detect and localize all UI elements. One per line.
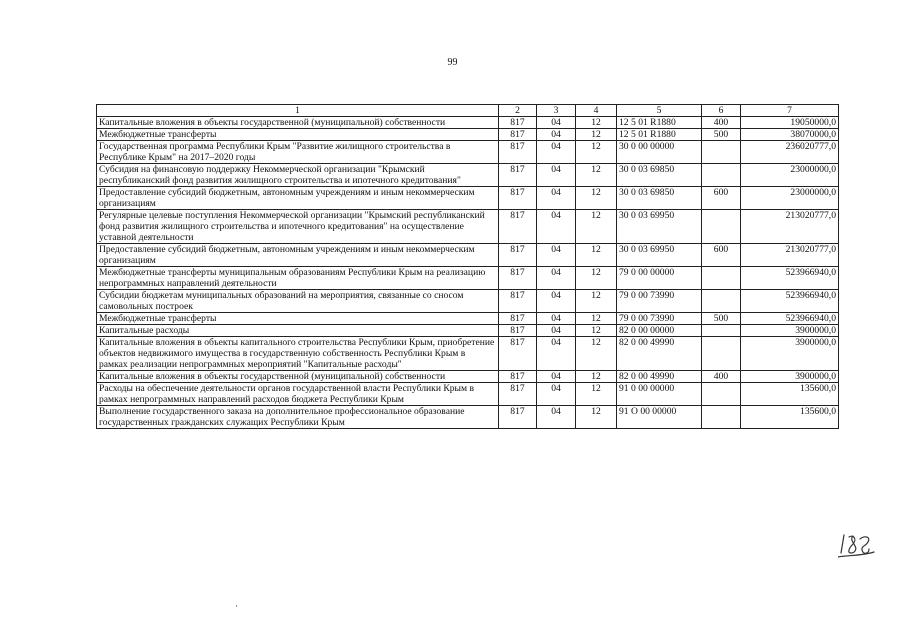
expense-type-code — [702, 267, 741, 290]
ministry-code: 817 — [499, 187, 537, 210]
expense-type-code — [702, 406, 741, 429]
target-article-code: 12 5 01 R1880 — [617, 117, 702, 129]
section-code: 04 — [537, 187, 576, 210]
section-code: 04 — [537, 325, 576, 337]
row-name: Межбюджетные трансферты муниципальным образованиям Республики Крым на реализацию непрограммных направлений деятельности — [97, 267, 499, 290]
subsection-code: 12 — [576, 244, 617, 267]
section-code: 04 — [537, 141, 576, 164]
row-name: Предоставление субсидий бюджетным, автономным учреждениям и иным некоммерческим организациям — [97, 244, 499, 267]
amount: 523966940,0 — [741, 313, 839, 325]
expense-type-code: 600 — [702, 187, 741, 210]
page-number: 99 — [447, 57, 458, 68]
ministry-code: 817 — [499, 371, 537, 383]
row-name: Государственная программа Республики Крым "Развитие жилищного строительства в Республике Крым" на 2017–2020 годы — [97, 141, 499, 164]
amount: 38070000,0 — [741, 129, 839, 141]
expense-type-code — [702, 325, 741, 337]
table-row — [97, 290, 839, 313]
column-header: 7 — [741, 105, 839, 117]
amount: 135600,0 — [741, 406, 839, 429]
budget-table — [96, 104, 839, 429]
ministry-code: 817 — [499, 406, 537, 429]
target-article-code: 82 0 00 00000 — [617, 325, 702, 337]
ministry-code: 817 — [499, 129, 537, 141]
target-article-code: 30 0 03 69850 — [617, 187, 702, 210]
subsection-code: 12 — [576, 141, 617, 164]
expense-type-code — [702, 210, 741, 244]
subsection-code: 12 — [576, 187, 617, 210]
subsection-code: 12 — [576, 371, 617, 383]
row-name: Капитальные расходы — [97, 325, 499, 337]
ministry-code: 817 — [499, 267, 537, 290]
ministry-code: 817 — [499, 383, 537, 406]
column-header: 3 — [537, 105, 576, 117]
column-header: 6 — [702, 105, 741, 117]
expense-type-code: 600 — [702, 244, 741, 267]
table-row — [97, 337, 839, 371]
amount: 3900000,0 — [741, 371, 839, 383]
section-code: 04 — [537, 244, 576, 267]
row-name: Расходы на обеспечение деятельности органов государственной власти Республики Крым в рамках непрограммных направлений расходов бюджета Республики Крым — [97, 383, 499, 406]
table-row — [97, 267, 839, 290]
amount: 523966940,0 — [741, 290, 839, 313]
row-name: Субсидии бюджетам муниципальных образований на мероприятия, связанные со сносом самовольных построек — [97, 290, 499, 313]
column-header: 2 — [499, 105, 537, 117]
subsection-code: 12 — [576, 117, 617, 129]
target-article-code: 79 0 00 00000 — [617, 267, 702, 290]
expense-type-code — [702, 290, 741, 313]
section-code: 04 — [537, 164, 576, 187]
section-code: 04 — [537, 371, 576, 383]
target-article-code: 30 0 03 69850 — [617, 164, 702, 187]
target-article-code: 30 0 03 69950 — [617, 244, 702, 267]
expense-type-code: 500 — [702, 129, 741, 141]
ministry-code: 817 — [499, 210, 537, 244]
subsection-code: 12 — [576, 210, 617, 244]
subsection-code: 12 — [576, 337, 617, 371]
row-name: Капитальные вложения в объекты государственной (муниципальной) собственности — [97, 117, 499, 129]
section-code: 04 — [537, 383, 576, 406]
row-name: Субсидия на финансовую поддержку Некоммерческой организации "Крымский республиканский фонд развития жилищного строительства и ипотечного кредитования" — [97, 164, 499, 187]
ministry-code: 817 — [499, 117, 537, 129]
target-article-code: 91 0 00 00000 — [617, 383, 702, 406]
amount: 213020777,0 — [741, 244, 839, 267]
amount: 135600,0 — [741, 383, 839, 406]
section-code: 04 — [537, 406, 576, 429]
amount: 523966940,0 — [741, 267, 839, 290]
table-row — [97, 325, 839, 337]
section-code: 04 — [537, 129, 576, 141]
row-name: Капитальные вложения в объекты капитального строительства Республики Крым, приобретение объектов недвижимого имущества в государственную собственность Республики Крым в рамках реализации непрограммных мероприятий "Капитальные расходы" — [97, 337, 499, 371]
table-header-row — [97, 105, 839, 117]
section-code: 04 — [537, 313, 576, 325]
section-code: 04 — [537, 117, 576, 129]
table-row — [97, 117, 839, 129]
target-article-code: 12 5 01 R1880 — [617, 129, 702, 141]
handwritten-page-number-mark — [838, 526, 876, 560]
table-row — [97, 187, 839, 210]
expense-type-code: 500 — [702, 313, 741, 325]
row-name: Предоставление субсидий бюджетным, автономным учреждениям и иным некоммерческим организациям — [97, 187, 499, 210]
table-row — [97, 164, 839, 187]
amount: 213020777,0 — [741, 210, 839, 244]
ministry-code: 817 — [499, 164, 537, 187]
amount: 19050000,0 — [741, 117, 839, 129]
target-article-code: 30 0 03 69950 — [617, 210, 702, 244]
amount: 23000000,0 — [741, 187, 839, 210]
row-name: Межбюджетные трансферты — [97, 313, 499, 325]
subsection-code: 12 — [576, 406, 617, 429]
table-row — [97, 210, 839, 244]
section-code: 04 — [537, 210, 576, 244]
ministry-code: 817 — [499, 141, 537, 164]
ministry-code: 817 — [499, 244, 537, 267]
ministry-code: 817 — [499, 313, 537, 325]
section-code: 04 — [537, 267, 576, 290]
table-row — [97, 383, 839, 406]
expense-type-code: 400 — [702, 117, 741, 129]
table-row — [97, 313, 839, 325]
table-row — [97, 141, 839, 164]
ministry-code: 817 — [499, 325, 537, 337]
column-header: 4 — [576, 105, 617, 117]
target-article-code: 79 0 00 73990 — [617, 313, 702, 325]
row-name: Регулярные целевые поступления Некоммерческой организации "Крымский республиканский фонд развития жилищного строительства и ипотечного кредитования" на осуществление уставной деятельности — [97, 210, 499, 244]
expense-type-code: 400 — [702, 371, 741, 383]
expense-type-code — [702, 164, 741, 187]
subsection-code: 12 — [576, 129, 617, 141]
row-name: Капитальные вложения в объекты государственной (муниципальной) собственности — [97, 371, 499, 383]
target-article-code: 82 0 00 49990 — [617, 337, 702, 371]
subsection-code: 12 — [576, 313, 617, 325]
subsection-code: 12 — [576, 383, 617, 406]
column-header: 5 — [617, 105, 702, 117]
ministry-code: 817 — [499, 337, 537, 371]
ministry-code: 817 — [499, 290, 537, 313]
amount: 3900000,0 — [741, 337, 839, 371]
expense-type-code — [702, 141, 741, 164]
subsection-code: 12 — [576, 325, 617, 337]
amount: 23000000,0 — [741, 164, 839, 187]
amount: 3900000,0 — [741, 325, 839, 337]
subsection-code: 12 — [576, 164, 617, 187]
section-code: 04 — [537, 337, 576, 371]
section-code: 04 — [537, 290, 576, 313]
row-name: Выполнение государственного заказа на дополнительное профессиональное образование государственных гражданских служащих Республики Крым — [97, 406, 499, 429]
expense-type-code — [702, 383, 741, 406]
target-article-code: 79 0 00 73990 — [617, 290, 702, 313]
target-article-code: 82 0 00 49990 — [617, 371, 702, 383]
target-article-code: 30 0 00 00000 — [617, 141, 702, 164]
amount: 236020777,0 — [741, 141, 839, 164]
subsection-code: 12 — [576, 290, 617, 313]
column-header: 1 — [97, 105, 499, 117]
row-name: Межбюджетные трансферты — [97, 129, 499, 141]
table-row — [97, 406, 839, 429]
table-row — [97, 244, 839, 267]
table-row — [97, 129, 839, 141]
scan-speck — [236, 605, 237, 607]
table-row — [97, 371, 839, 383]
expense-type-code — [702, 337, 741, 371]
target-article-code: 91 О 00 00000 — [617, 406, 702, 429]
subsection-code: 12 — [576, 267, 617, 290]
